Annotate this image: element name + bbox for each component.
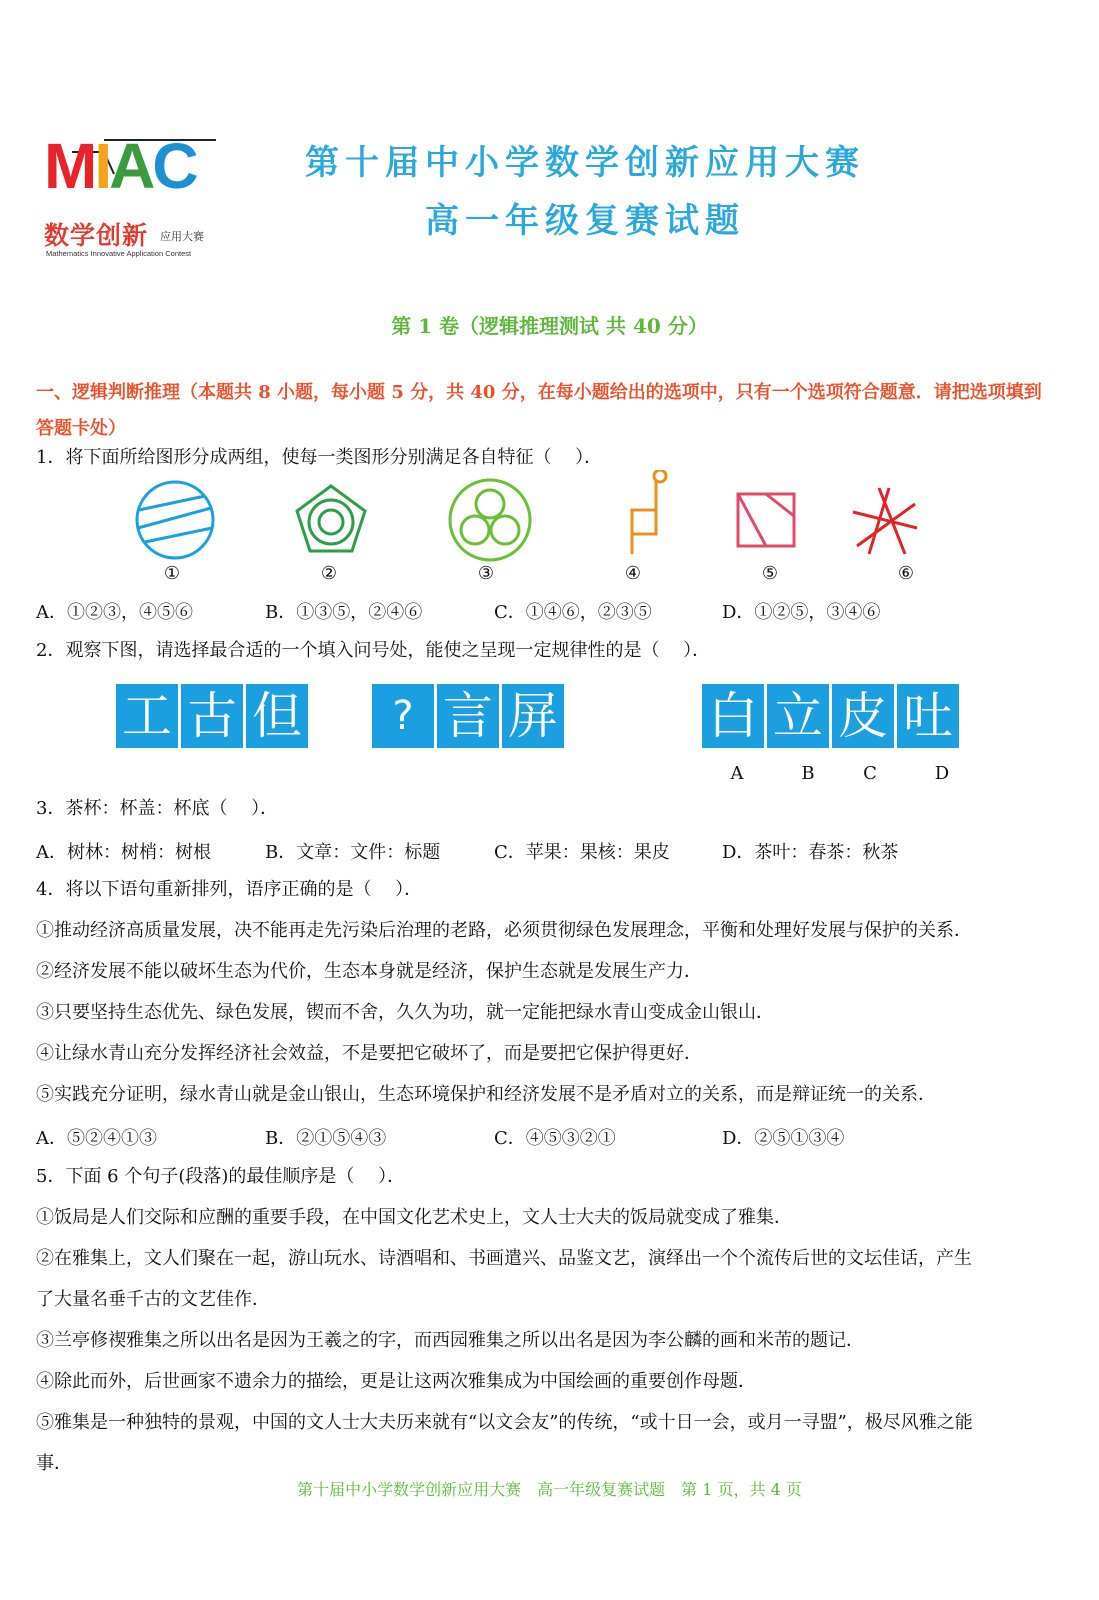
q2-group-1 — [116, 684, 308, 748]
q1-option-b: B．①③⑤，②④⑥ — [265, 602, 423, 623]
q4-option-a: A．⑤②④①③ — [36, 1128, 157, 1149]
char-box-a: 白 — [702, 684, 764, 748]
q2-group-2 — [372, 684, 564, 748]
q2-label-b: B — [801, 763, 815, 784]
q4-sentence-4: ④让绿水青山充分发挥经济社会效益，不是要把它破坏了，而是要把它保护得更好． — [36, 1043, 702, 1064]
logo-subtitle: 应用大赛 — [160, 230, 204, 243]
page-footer: 第十届中小学数学创新应用大赛 高一年级复赛试题 第 1 页，共 4 页 — [297, 1480, 802, 1499]
q1-stem: 1．将下面所给图形分成两组，使每一类图形分别满足各自特征（ ）． — [36, 447, 603, 468]
q2-label-a: A — [730, 763, 744, 784]
page-title: 第十届中小学数学创新应用大赛 — [305, 143, 865, 183]
char-box: 屏 — [502, 684, 564, 748]
q5-sentence-2-cont: 了大量名垂千古的文艺佳作． — [36, 1289, 270, 1310]
q4-option-d: D．②⑤①③④ — [722, 1128, 845, 1149]
figure-3-circles — [450, 480, 530, 560]
q5-sentence-5-cont: 事． — [36, 1453, 72, 1474]
q2-stem: 2．观察下图，请选择最合适的一个填入问号处，能使之呈现一定规律性的是（ ）． — [36, 640, 711, 661]
figure-4-flag — [632, 470, 666, 554]
figure-1-circle — [137, 482, 213, 558]
q2-options — [702, 684, 959, 748]
part-instructions: 一、逻辑判断推理（本题共 8 小题，每小题 5 分，共 40 分，在每小题给出的选项中，只有一个选项符合题意．请把选项填到答题卡处） — [36, 382, 1042, 439]
q4-option-b: B．②①⑤④③ — [265, 1128, 387, 1149]
q4-sentence-2: ②经济发展不能以破坏生态为代价，生态本身就是经济，保护生态就是发展生产力． — [36, 961, 702, 982]
char-box-c: 皮 — [832, 684, 894, 748]
q1-option-a: A．①②③，④⑤⑥ — [36, 602, 193, 623]
figure-2-pentagon — [297, 486, 365, 551]
section-heading: 第 1 卷（逻辑推理测试 共 40 分） — [391, 314, 708, 338]
q3-option-a: A．树林：树梢：树根 — [36, 842, 211, 863]
q4-stem: 4．将以下语句重新排列，语序正确的是（ ）． — [36, 879, 423, 900]
logo-chinese-name: 数学创新 — [44, 221, 149, 250]
q5-sentence-3: ③兰亭修禊雅集之所以出名是因为王羲之的字，而西园雅集之所以出名是因为李公麟的画和米芾的题记． — [36, 1330, 864, 1351]
logo-miac-letters: MIAC — [44, 130, 196, 202]
q4-sentence-1: ①推动经济高质量发展，决不能再走先污染后治理的老路，必须贯彻绿色发展理念，平衡和处理好发展与保护的关系． — [36, 920, 972, 941]
q5-stem: 5．下面 6 个句子(段落)的最佳顺序是（ ）． — [36, 1166, 406, 1187]
q5-sentence-1: ①饭局是人们交际和应酬的重要手段，在中国文化艺术史上，文人士大夫的饭局就变成了雅集． — [36, 1207, 792, 1228]
figure-5-square — [738, 494, 794, 546]
q1-option-d: D．①②⑤，③④⑥ — [722, 602, 881, 623]
char-box-d: 吐 — [897, 684, 959, 748]
figure-label-4: ④ — [624, 563, 642, 584]
question-mark-box: ? — [372, 684, 434, 748]
char-box: 古 — [181, 684, 243, 748]
q3-stem: 3．茶杯：杯盖：杯底（ ）． — [36, 798, 279, 819]
figure-label-1: ① — [163, 563, 181, 584]
char-box: 但 — [246, 684, 308, 748]
q5-sentence-2: ②在雅集上，文人们聚在一起，游山玩水、诗酒唱和、书画遣兴、品鉴文艺，演绎出一个个流传后世的文坛佳话，产生 — [36, 1248, 972, 1269]
q5-sentence-4: ④除此而外，后世画家不遗余力的描绘，更是让这两次雅集成为中国绘画的重要创作母题． — [36, 1371, 756, 1392]
q4-sentence-5: ⑤实践充分证明，绿水青山就是金山银山，生态环境保护和经济发展不是矛盾对立的关系，而是辩证统一的关系． — [36, 1084, 936, 1105]
q3-option-c: C．苹果：果核：果皮 — [494, 842, 670, 863]
figure-label-3: ③ — [477, 563, 495, 584]
q3-option-b: B．文章：文件：标题 — [265, 842, 441, 863]
q1-figures — [120, 470, 970, 570]
char-box: 工 — [116, 684, 178, 748]
q3-option-d: D．茶叶：春茶：秋茶 — [722, 842, 899, 863]
q4-sentence-3: ③只要坚持生态优先、绿色发展，锲而不舍，久久为功，就一定能把绿水青山变成金山银山． — [36, 1002, 774, 1023]
miac-logo — [44, 130, 220, 266]
char-box-b: 立 — [767, 684, 829, 748]
figure-label-5: ⑤ — [761, 563, 779, 584]
figure-label-2: ② — [320, 563, 338, 584]
figure-label-6: ⑥ — [897, 563, 915, 584]
q2-label-c: C — [863, 763, 877, 784]
figure-6-star — [853, 488, 917, 554]
page-subtitle: 高一年级复赛试题 — [425, 201, 745, 241]
q2-label-d: D — [934, 763, 950, 784]
logo-english-name: Mathematics Innovative Application Contest — [46, 249, 192, 258]
q1-option-c: C．①④⑥，②③⑤ — [494, 602, 652, 623]
q4-option-c: C．④⑤③②① — [494, 1128, 616, 1149]
q5-sentence-5: ⑤雅集是一种独特的景观，中国的文人士大夫历来就有“以文会友”的传统，“或十日一会，或月一寻盟”，极尽风雅之能 — [36, 1412, 973, 1433]
char-box: 言 — [437, 684, 499, 748]
